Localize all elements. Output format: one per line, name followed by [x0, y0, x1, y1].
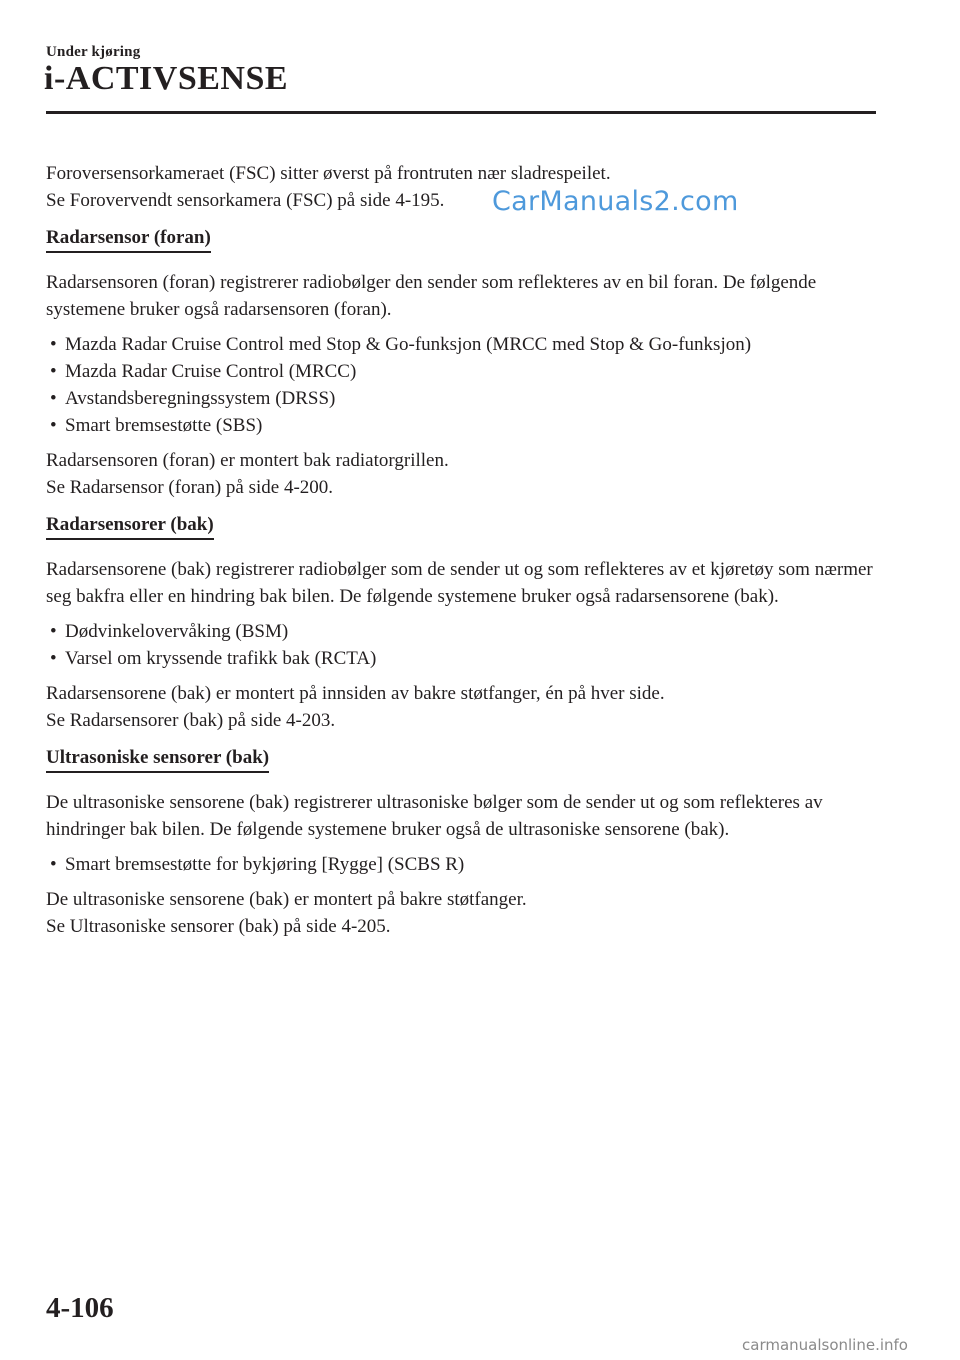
list-item-text: Smart bremsestøtte for bykjøring [Rygge] (SCBS R)	[65, 854, 465, 875]
radar-front-location	[46, 447, 886, 501]
header-divider	[46, 111, 876, 114]
page-title: i-ACTIVSENSE	[44, 60, 289, 97]
bullet-icon: •	[50, 648, 57, 669]
list-item	[46, 645, 886, 672]
footer-watermark: carmanualsonline.info	[742, 1336, 908, 1354]
list-item	[46, 331, 886, 358]
list-item	[46, 412, 886, 439]
list-item-text: Varsel om kryssende trafikk bak (RCTA)	[65, 648, 377, 669]
list-item-text: Mazda Radar Cruise Control med Stop & Go-funksjon (MRCC med Stop & Go-funksjon)	[65, 334, 752, 355]
ultrasonic-rear-list	[46, 851, 886, 878]
radar-rear-description: Radarsensorene (bak) registrerer radiobølger som de sender ut og som reflekteres av et kjøretøy som nærmer seg bakfra eller en hindring bak bilen. De følgende systemene bruker også radarsensorene (bak).	[46, 559, 873, 607]
bullet-icon: •	[50, 334, 57, 355]
radar-front-reference: Se Radarsensor (foran) på side 4-200.	[46, 477, 334, 498]
list-item-text: Avstandsberegningssystem (DRSS)	[65, 388, 336, 409]
intro-paragraph	[46, 160, 886, 214]
list-item	[46, 385, 886, 412]
heading-radar-front: Radarsensor (foran)	[46, 224, 211, 253]
list-item	[46, 618, 886, 645]
list-item-text: Smart bremsestøtte (SBS)	[65, 415, 263, 436]
page-content	[46, 160, 886, 948]
list-item-text: Dødvinkelovervåking (BSM)	[65, 621, 289, 642]
radar-front-location-text: Radarsensoren (foran) er montert bak radiatorgrillen.	[46, 450, 449, 471]
heading-radar-rear: Radarsensorer (bak)	[46, 511, 214, 540]
radar-rear-list	[46, 618, 886, 672]
radar-front-description: Radarsensoren (foran) registrerer radiobølger den sender som reflekteres av en bil foran. De følgende systemene bruker også radarsensoren (foran).	[46, 272, 817, 320]
bullet-icon: •	[50, 854, 57, 875]
heading-ultrasonic-rear: Ultrasoniske sensorer (bak)	[46, 744, 269, 773]
ultrasonic-rear-location-text: De ultrasoniske sensorene (bak) er montert på bakre støtfanger.	[46, 889, 527, 910]
bullet-icon: •	[50, 388, 57, 409]
list-item	[46, 851, 886, 878]
list-item	[46, 358, 886, 385]
page-number: 4-106	[46, 1292, 114, 1324]
intro-line-1: Foroversensorkameraet (FSC) sitter øverst på frontruten nær sladrespeilet.	[46, 163, 611, 184]
radar-rear-location-text: Radarsensorene (bak) er montert på innsiden av bakre støtfanger, én på hver side.	[46, 683, 665, 704]
bullet-icon: •	[50, 361, 57, 382]
radar-front-list	[46, 331, 886, 439]
radar-rear-location	[46, 680, 886, 734]
ultrasonic-rear-reference: Se Ultrasoniske sensorer (bak) på side 4-205.	[46, 916, 391, 937]
ultrasonic-rear-location	[46, 886, 886, 940]
intro-reference: Se Forovervendt sensorkamera (FSC) på side 4-195.	[46, 190, 445, 211]
watermark-logo: CarManuals2.com	[492, 186, 739, 217]
bullet-icon: •	[50, 621, 57, 642]
ultrasonic-rear-description: De ultrasoniske sensorene (bak) registrerer ultrasoniske bølger som de sender ut og som reflekteres av hindringer bak bilen. De følgende systemene bruker også de ultrasoniske sensorene (bak).	[46, 792, 823, 840]
bullet-icon: •	[50, 415, 57, 436]
radar-rear-reference: Se Radarsensorer (bak) på side 4-203.	[46, 710, 336, 731]
list-item-text: Mazda Radar Cruise Control (MRCC)	[65, 361, 357, 382]
section-label: Under kjøring	[46, 44, 141, 60]
